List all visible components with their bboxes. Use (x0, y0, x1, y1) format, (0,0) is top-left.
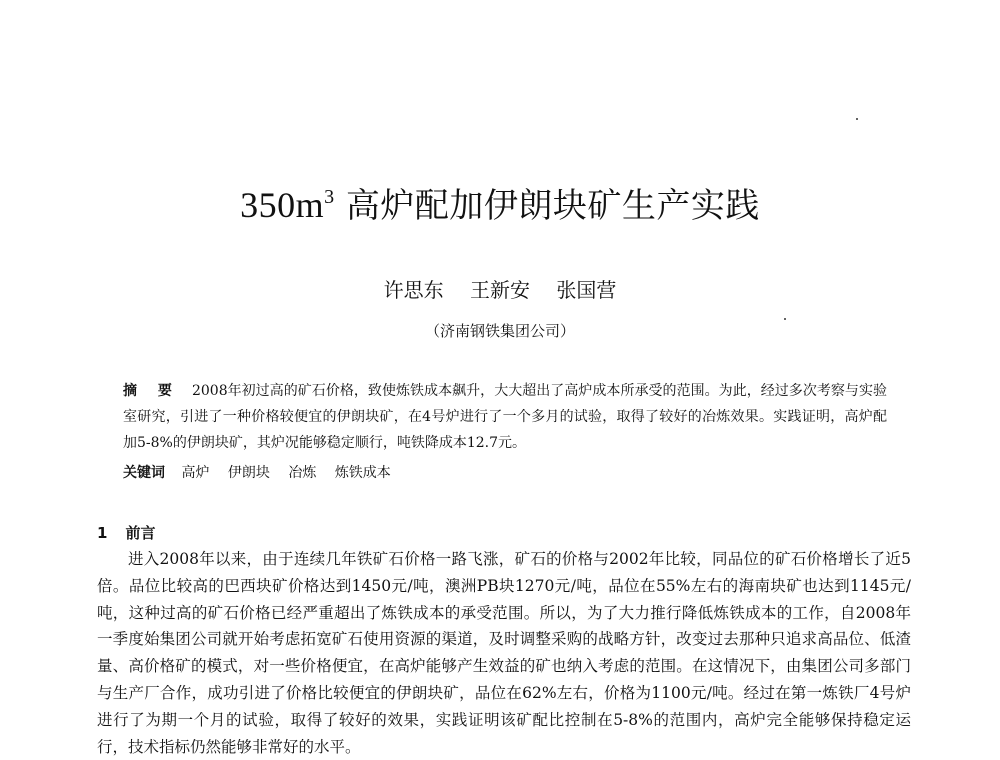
abstract-label: 摘 要 (123, 383, 180, 399)
body-paragraph: 进入2008年以来，由于连续几年铁矿石价格一路飞涨，矿石的价格与2002年比较，同品位的矿石价格增长了近5倍。品位比较高的巴西块矿价格达到1450元/吨，澳洲PB块1270元/吨，品位在55%左右的海南块矿也达到1145元/吨，这种过高的矿石价格已经严重超出了炼铁成本的承受范围。所以，为了大力推行降低炼铁成本的工作，自2008年一季度始集团公司就开始考虑拓宽矿石使用资源的渠道，及时调整采购的战略方针，改变过去那种只追求高品位、低渣量、高价格矿的模式，对一些价格便宜，在高炉能够产生效益的矿也纳入考虑的范围。在这情况下，由集团公司多部门与生产厂合作，成功引进了价格比较便宜的伊朗块矿，品位在62%左右，价格为1100元/吨。经过在第一炼铁厂4号炉进行了为期一个月的试验，取得了较好的效果，实践证明该矿配比控制在5-8%的范围内，高炉完全能够保持稳定运行，技术指标仍然能够非常好的水平。 (97, 550, 911, 756)
keyword: 高炉 (181, 465, 210, 481)
keywords-label: 关键词 (123, 465, 165, 481)
abstract (123, 378, 887, 456)
author-name: 王新安 (470, 278, 530, 302)
keyword: 伊朗块 (227, 465, 270, 481)
affiliation: （济南钢铁集团公司） (424, 322, 575, 340)
author-name: 张国营 (556, 278, 617, 302)
section-number: 1 (97, 524, 108, 542)
keywords (123, 462, 887, 482)
keyword: 冶炼 (288, 465, 317, 481)
author-list (0, 274, 1000, 303)
section-title: 前言 (125, 524, 156, 542)
keyword: 炼铁成本 (334, 465, 391, 481)
paper-title (0, 178, 1000, 227)
section-heading (97, 522, 155, 543)
title-number: 350m (240, 185, 325, 225)
title-text: 高炉配加伊朗块矿生产实践 (345, 186, 760, 226)
title-superscript: 3 (324, 185, 335, 208)
scan-speck (856, 118, 858, 120)
abstract-text: 2008年初过高的矿石价格，致使炼铁成本飙升，大大超出了高炉成本所承受的范围。为此，经过多次考察与实验室研究，引进了一种价格较便宜的伊朗块矿，在4号炉进行了一个多月的试验，取得了较好的冶炼效果。实践证明，高炉配加5-8%的伊朗块矿，其炉况能够稳定顺行，吨铁降成本12.7元。 (123, 383, 887, 451)
author-name: 许思东 (383, 278, 444, 302)
